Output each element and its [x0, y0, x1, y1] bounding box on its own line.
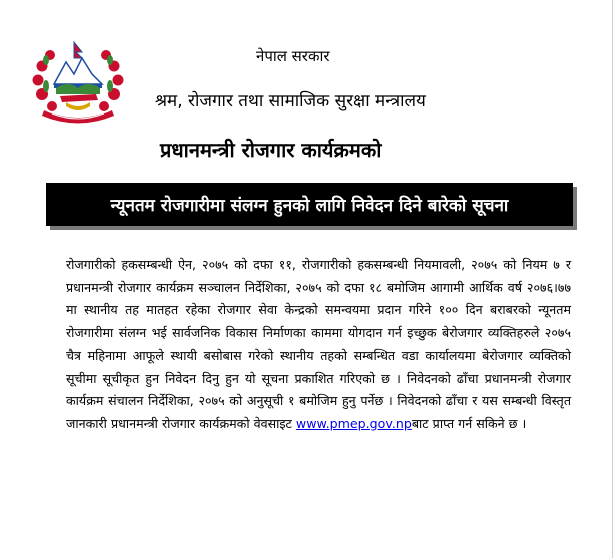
nepal-government-emblem-icon	[30, 36, 126, 124]
program-title: प्रधानमन्त्री रोजगार कार्यक्रमको	[160, 138, 382, 162]
website-link[interactable]: www.pmep.gov.np	[295, 415, 412, 431]
notice-title-banner	[46, 183, 573, 226]
notice-body	[66, 254, 571, 436]
government-name: नेपाल सरकार	[256, 47, 330, 65]
page-border	[612, 0, 613, 558]
ministry-name: श्रम, रोजगार तथा सामाजिक सुरक्षा मन्त्रालय	[155, 91, 426, 111]
notice-text-end: बाट प्राप्त गर्न सकिने छ ।	[411, 415, 527, 431]
notice-title: न्यूनतम रोजगारीमा संलग्न हुनको लागि निवेदन दिने बारेको सूचना	[110, 196, 509, 216]
notice-text: रोजगारीको हकसम्बन्धी ऐन, २०७५ को दफा ११, रोजगारीको हकसम्बन्धी नियमावली, २०७५ को नियम ७ र प्रधानमन्त्री रोजगार कार्यक्रम सञ्चालन निर्देशिका, २०७५ को दफा १८ बमोजिम आगामी आर्थिक वर्ष २०७६।७७ मा स्थानीय तह मातहत रहेका रोजगार सेवा केन्द्रको समन्वयमा प्रदान गरिने १०० दिन बराबरको न्यूनतम रोजगारीमा संलग्न भई सार्वजनिक विकास निर्माणका काममा योगदान गर्न इच्छुक बेरोजगार व्यक्तिहरुले २०७५ चैत्र महिनामा आफूले स्थायी बसोबास गरेको स्थानीय तहको सम्बन्धित वडा कार्यालयमा बेरोजगार व्यक्तिको सूचीमा सूचीकृत हुन निवेदन दिनु हुन यो सूचना प्रकाशित गरिएको छ । निवेदनको ढाँचा प्रधानमन्त्री रोजगार कार्यक्रम संचालन निर्देशिका, २०७५ को अनुसूची १ बमोजिम हुनु पर्नेछ । निवेदनको ढाँचा र यस सम्बन्धी विस्तृत जानकारी प्रधानमन्त्री रोजगार कार्यक्रमको वेवसाइट	[66, 257, 571, 431]
